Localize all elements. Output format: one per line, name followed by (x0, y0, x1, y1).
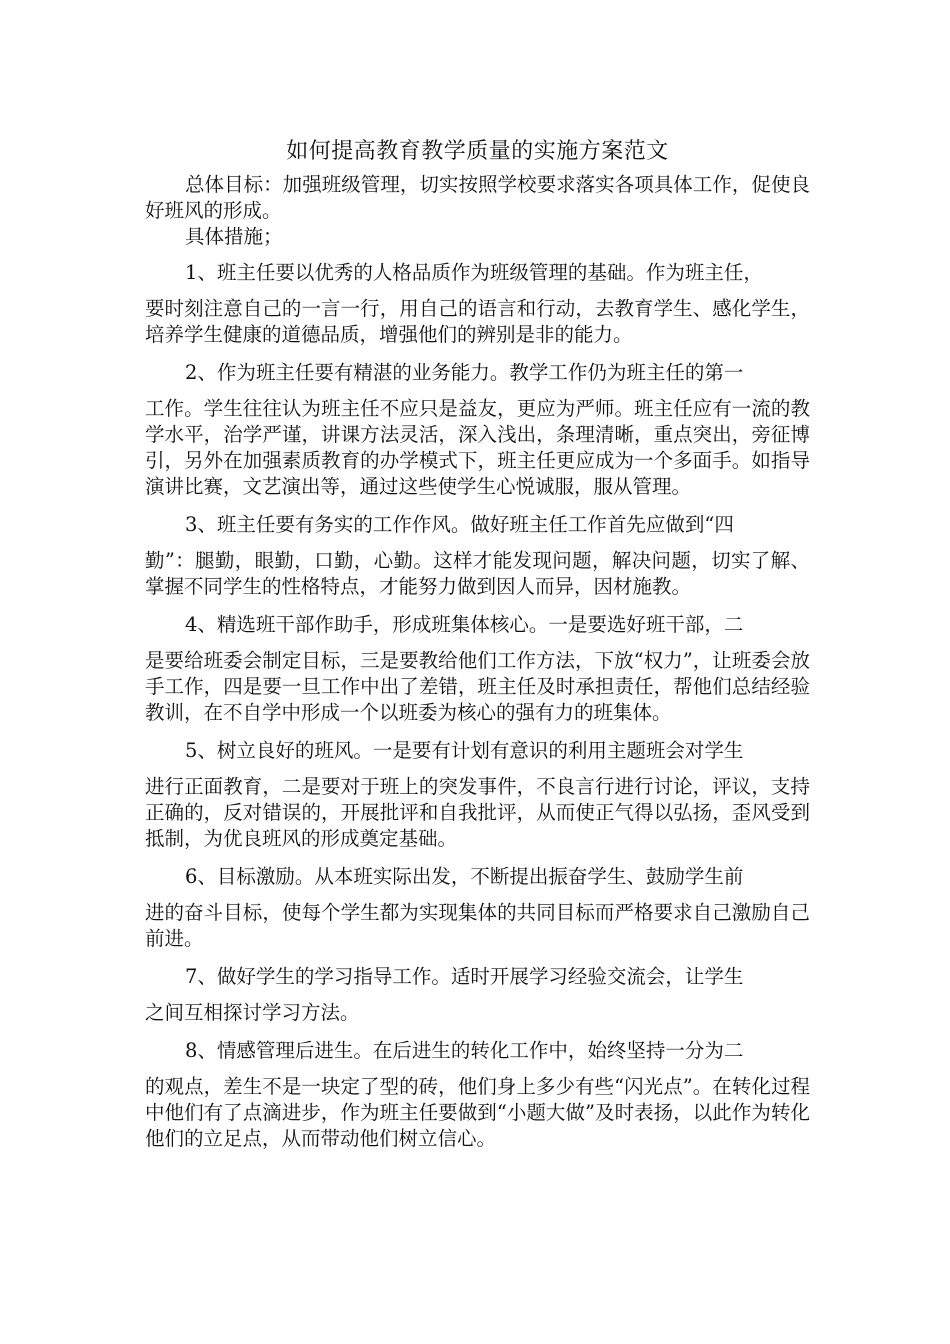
measure-item-1 (145, 260, 810, 348)
measure-item-body: 进的奋斗目标，使每个学生都为实现集体的共同目标而严格要求自己激励自己前进。 (145, 901, 810, 950)
measure-item-first-line: 6、目标激励。从本班实际出发，不断提出振奋学生、鼓励学生前 (185, 865, 744, 888)
measure-item-2 (145, 360, 810, 500)
measure-item-body: 进行正面教育，二是要对于班上的突发事件，不良言行进行讨论，评议，支持正确的，反对错误的，开展批评和自我批评，从而使正气得以弘扬，歪风受到抵制，为优良班风的形成奠定基础。 (145, 775, 810, 850)
measure-item-body: 之间互相探讨学习方法。 (145, 1001, 360, 1024)
measure-item-first-line: 7、做好学生的学习指导工作。适时开展学习经验交流会，让学生 (185, 965, 744, 988)
measure-item-8 (145, 1038, 810, 1152)
measures-label: 具体措施； (185, 225, 283, 248)
measure-item-first-line: 4、精选班干部作助手，形成班集体核心。一是要选好班干部，二 (185, 613, 744, 636)
measure-item-body: 勤”：腿勤，眼勤，口勤，心勤。这样才能发现问题，解决问题，切实了解、掌握不同学生的性格特点，才能努力做到因人而异，因材施教。 (145, 549, 810, 598)
measure-item-7 (145, 964, 810, 1026)
measure-item-body: 要时刻注意自己的一言一行，用自己的语言和行动，去教育学生、感化学生，培养学生健康的道德品质，增强他们的辨别是非的能力。 (145, 297, 810, 346)
measure-item-first-line: 2、作为班主任要有精湛的业务能力。教学工作仍为班主任的第一 (185, 361, 744, 384)
document-title: 如何提高教育教学质量的实施方案范文 (286, 139, 669, 164)
measure-item-first-line: 8、情感管理后进生。在后进生的转化工作中，始终坚持一分为二 (185, 1039, 744, 1062)
document-page (145, 132, 810, 1164)
measure-item-3 (145, 512, 810, 600)
measure-item-body: 的观点，差生不是一块定了型的砖，他们身上多少有些“闪光点”。在转化过程中他们有了点滴进步，作为班主任要做到“小题大做”及时表扬，以此作为转化他们的立足点，从而带动他们树立信心。 (145, 1075, 810, 1150)
intro-paragraph: 总体目标：加强班级管理，切实按照学校要求落实各项具体工作，促使良好班风的形成。 (145, 173, 810, 222)
measure-item-first-line: 5、树立良好的班风。一是要有计划有意识的利用主题班会对学生 (185, 739, 744, 762)
measure-item-5 (145, 738, 810, 852)
measure-item-first-line: 1、班主任要以优秀的人格品质作为班级管理的基础。作为班主任， (185, 261, 763, 284)
measure-item-4 (145, 612, 810, 726)
measure-item-6 (145, 864, 810, 952)
measure-item-first-line: 3、班主任要有务实的工作作风。做好班主任工作首先应做到“四 (185, 513, 734, 536)
measure-item-body: 是要给班委会制定目标，三是要教给他们工作方法，下放“权力”，让班委会放手工作，四是要一旦工作中出了差错，班主任及时承担责任，帮他们总结经验教训，在不自学中形成一个以班委为核心的强有力的班集体。 (145, 649, 810, 724)
measure-item-body: 工作。学生往往认为班主任不应只是益友，更应为严师。班主任应有一流的教学水平，治学严谨，讲课方法灵活，深入浅出，条理清晰，重点突出，旁征博引，另外在加强素质教育的办学模式下，班主任更应成为一个多面手。如指导演讲比赛，文艺演出等，通过这些使学生心悦诚服，服从管理。 (145, 397, 810, 498)
